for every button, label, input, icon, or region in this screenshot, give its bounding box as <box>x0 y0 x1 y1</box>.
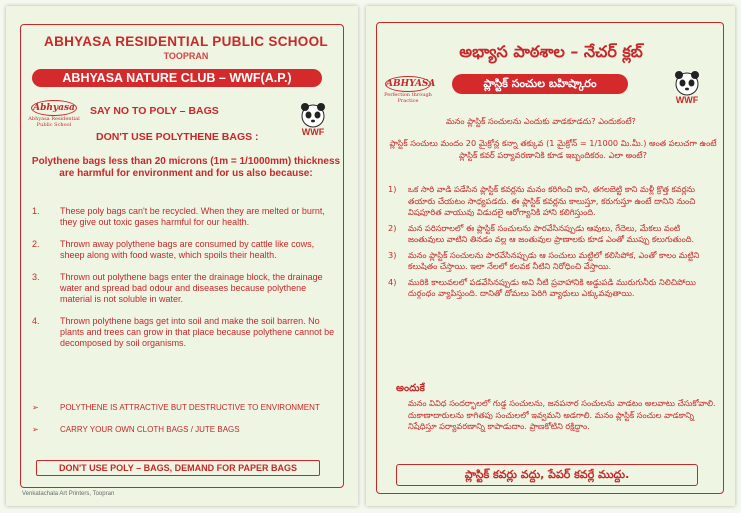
instruction-heading: DON'T USE POLYTHENE BAGS : <box>96 131 259 143</box>
school-name: ABHYASA RESIDENTIAL PUBLIC SCHOOL <box>44 34 328 49</box>
intro-text: ప్లాస్టిక్ సంచులు మందం 20 మైక్రోన్ల కన్నా తక్కువ (1 మైక్రోన్ = 1/1000 మి.మీ.) అంత పలుచగా ఉంటే ప్లాస్టిక్ కవర్ పర్యావరణానికి కూడ ఇబ్బందికరం. ఎలా అంటే? <box>389 138 717 160</box>
reasons-list <box>32 206 338 360</box>
topic-banner: ప్లాస్టిక్ సంచుల బహిష్కారం <box>452 74 628 94</box>
telugu-flyer <box>366 6 735 506</box>
abhyasa-logo: Abhyasa Abhyasa Residential Public School <box>28 100 80 138</box>
footer-banner: ప్లాస్టిక్ కవర్లు వద్దు, పేపర్ కవర్లే ముద్దు. <box>396 464 698 486</box>
bullet-item: ➢ CARRY YOUR OWN CLOTH BAGS / JUTE BAGS <box>32 425 240 434</box>
page-title: అభ్యాస పాఠశాల – నేచర్ క్లబ్ <box>459 42 643 61</box>
club-banner: ABHYASA NATURE CLUB – WWF(A.P.) <box>32 69 322 87</box>
list-item: 2) మన పరిసరాలలో ఈ ప్లాస్టిక్ సంచులను పారవేసినప్పుడు ఆవులు, గేదెలు, మేకలు వంటి జంతువులు వాటిని తినడం వల్ల ఆ జంతువుల ప్రాణాలకు కూడ ఎంతో ముప్పు కలుగుతుంది. <box>388 222 695 244</box>
slogan: SAY NO TO POLY – BAGS <box>90 105 219 117</box>
wwf-panda-logo: WWF <box>296 102 330 138</box>
town-name: TOOPRAN <box>163 51 209 61</box>
question-text: మనం ప్లాస్టిక్ సంచులను ఎందుకు వాడకూడదు? ఎందుకంటే? <box>446 116 636 126</box>
abhyasa-logo: ABHYASA Perfection through Practice <box>382 76 434 114</box>
list-item: 1. These poly bags can't be recycled. When they are melted or burnt, they give out toxic gases harmful for our health. <box>32 206 325 227</box>
list-item: 4) మురికి కాలువలలో పడవేసినప్పుడు అవి నీటి ప్రవాహానికి అడ్డుపడి మురుగునీరు నిలిచిపోయి దుర్గంధం వ్యాపిస్తుంది. దానితో దోమలు పెరిగి వ్యాధులు ఎక్కువవుతాయి. <box>388 276 696 298</box>
wwf-panda-logo: WWF <box>670 70 704 106</box>
arrow-icon: ➢ <box>32 403 39 412</box>
english-flyer <box>6 6 358 506</box>
panda-icon <box>298 102 328 128</box>
therefore-label: అందుకే <box>396 383 425 394</box>
arrow-icon: ➢ <box>32 425 39 434</box>
conclusion-text: మనం వివిధ సందర్భాలలో గుడ్డ సంచులను, జనపనార సంచులను వాడటం అలవాటు చేసుకోవాలి. దుకాణాదారులను కాగితపు సంచులలో ఇవ్వమని అడగాలి. మనం ప్లాస్టిక్ సంచుల వాడకాన్ని నిషేధిస్తూ పర్యావరణాన్ని కాపాడుదాం. ప్రాణకోటిని రక్షిద్దాం. <box>408 398 716 431</box>
panda-icon <box>672 70 702 96</box>
list-item: 1) ఒక సారి వాడి పడేసిన ప్లాస్టిక్ కవర్లను మనం కరిగించి కాని, తగలబెట్టి కాని మళ్లీ క్రొత్త కవర్లను తయారు చేయటం సాధ్యపడదు. ఈ ప్లాస్టిక్ కవర్లను కాలుస్తూ, కరుగుస్తూ ఉంటే దానిని నుంచి విషపూరిత వాయువు విడుదలై ఆరోగ్యానికి హాని కలిగిస్తుంది. <box>388 184 696 217</box>
list-item: 3. Thrown out polythene bags enter the drainage block, the drainage water and spread bad odour and diseases because polythene material is not soluble in water. <box>32 272 323 304</box>
intro-text: Polythene bags less than 20 microns (1m = 1/1000mm) thickness are harmful for environment and for us also because: <box>31 156 341 179</box>
list-item: 2. Thrown away polythene bags are consumed by cattle like cows, sheep along with food waste, which spoils their health. <box>32 239 315 260</box>
bullet-item: ➢ POLYTHENE IS ATTRACTIVE BUT DESTRUCTIVE TO ENVIRONMENT <box>32 403 320 412</box>
reasons-list <box>388 184 718 304</box>
list-item: 3) మనం ప్లాస్టిక్ సంచులను పారవేసినప్పుడు ఆ సంచులు మట్టిలో కలిసిపోక, ఎంతో కాలం మట్టిని కలుషితం చేస్తాయి. ఇలా నేలలో కలవక నీటిని నిరోధించి వేస్తాయి. <box>388 249 700 271</box>
printer-credit: Venkatachala Art Printers, Toopran <box>22 491 115 497</box>
list-item: 4. Thrown polythene bags get into soil and make the soil barren. No plants and trees can grow in that place because polythene cannot be decomposed by soil organisms. <box>32 316 335 348</box>
footer-banner: DON'T USE POLY – BAGS, DEMAND FOR PAPER BAGS <box>36 460 320 476</box>
